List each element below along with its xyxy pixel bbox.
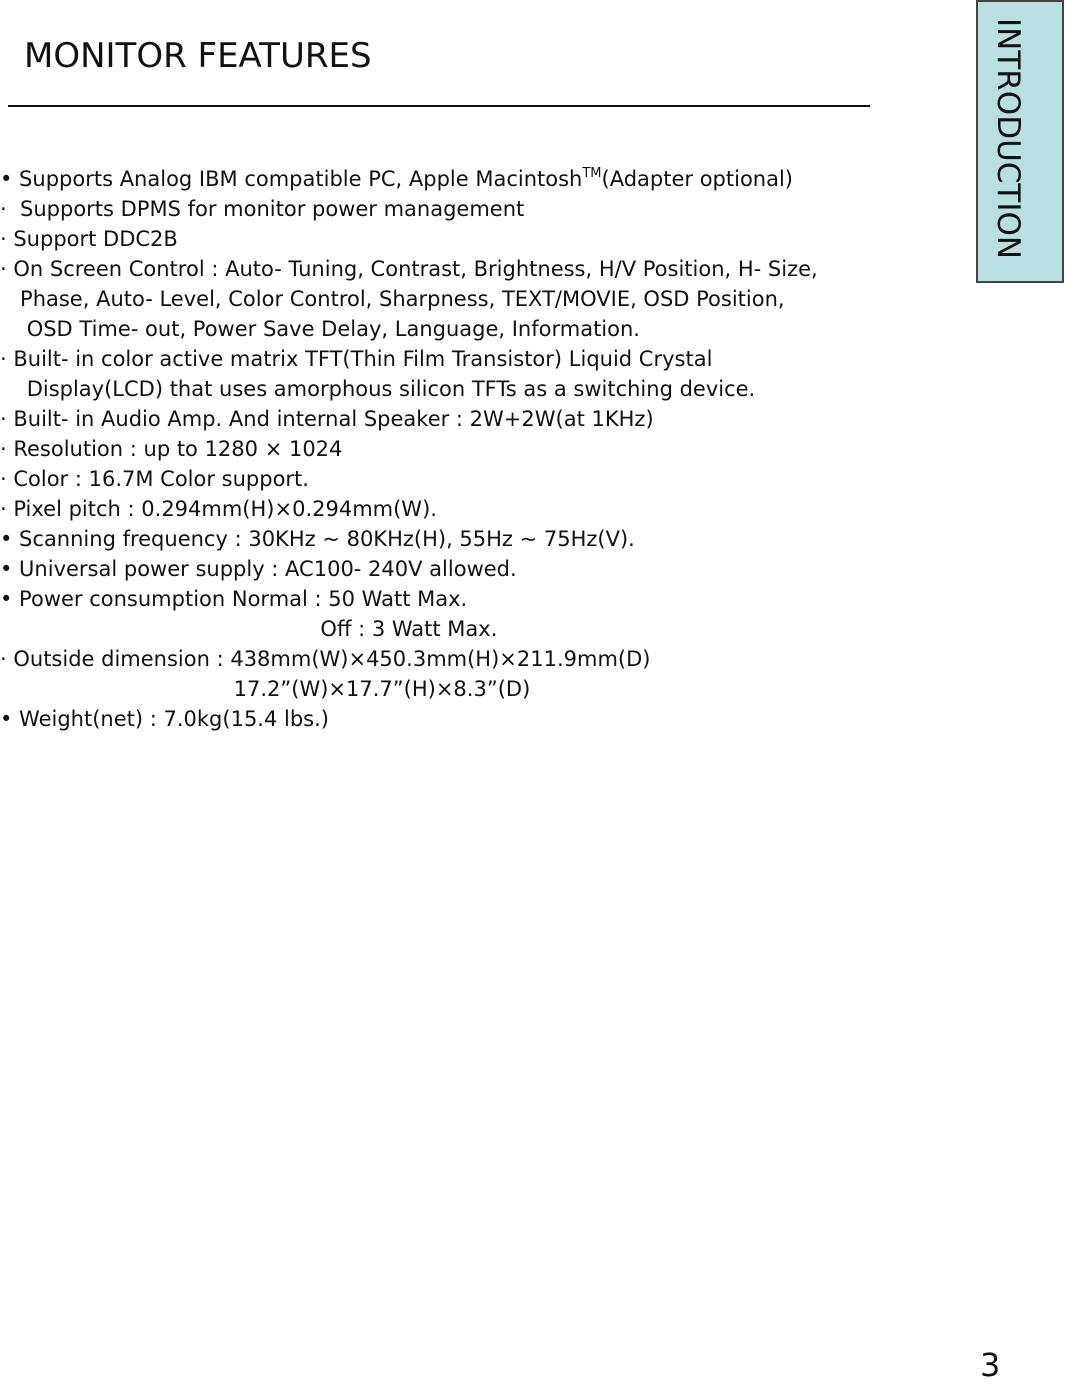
feature-line: · Support DDC2B: [0, 227, 178, 251]
feature-line: • Scanning frequency : 30KHz ~ 80KHz(H), 55Hz ~ 75Hz(V).: [0, 527, 635, 551]
feature-text: • Supports Analog IBM compatible PC, Apple Macintosh: [0, 167, 583, 191]
feature-line: 17.2”(W)×17.7”(H)×8.3”(D): [0, 677, 531, 701]
feature-line: · On Screen Control : Auto- Tuning, Contrast, Brightness, H/V Position, H- Size,: [0, 257, 818, 281]
feature-line: • Weight(net) : 7.0kg(15.4 lbs.): [0, 707, 329, 731]
title-divider: [8, 105, 870, 107]
feature-line: Phase, Auto- Level, Color Control, Sharpness, TEXT/MOVIE, OSD Position,: [0, 287, 785, 311]
trademark-superscript: TM: [582, 166, 602, 181]
feature-line: · Color : 16.7M Color support.: [0, 467, 309, 491]
page-number: 3: [980, 1346, 1001, 1384]
page-title: MONITOR FEATURES: [24, 36, 372, 76]
feature-line: · Resolution : up to 1280 × 1024: [0, 437, 343, 461]
section-tab: [976, 0, 1064, 283]
feature-line: · Outside dimension : 438mm(W)×450.3mm(H)×211.9mm(D): [0, 647, 651, 671]
feature-line: · Built- in color active matrix TFT(Thin Film Transistor) Liquid Crystal: [0, 347, 713, 371]
feature-line: Off : 3 Watt Max.: [0, 617, 498, 641]
feature-text: (Adapter optional): [601, 167, 793, 191]
feature-line: · Supports DPMS for monitor power management: [0, 197, 525, 221]
feature-line: • Universal power supply : AC100- 240V allowed.: [0, 557, 517, 581]
feature-line: OSD Time- out, Power Save Delay, Language, Information.: [0, 317, 640, 341]
feature-line: Display(LCD) that uses amorphous silicon TFTs as a switching device.: [0, 377, 756, 401]
feature-line: • Power consumption Normal : 50 Watt Max.: [0, 587, 468, 611]
section-tab-label: INTRODUCTION: [990, 18, 1026, 260]
feature-line: · Pixel pitch : 0.294mm(H)×0.294mm(W).: [0, 497, 437, 521]
feature-list: [0, 164, 960, 734]
feature-line: [0, 164, 960, 194]
feature-line: · Built- in Audio Amp. And internal Speaker : 2W+2W(at 1KHz): [0, 407, 654, 431]
